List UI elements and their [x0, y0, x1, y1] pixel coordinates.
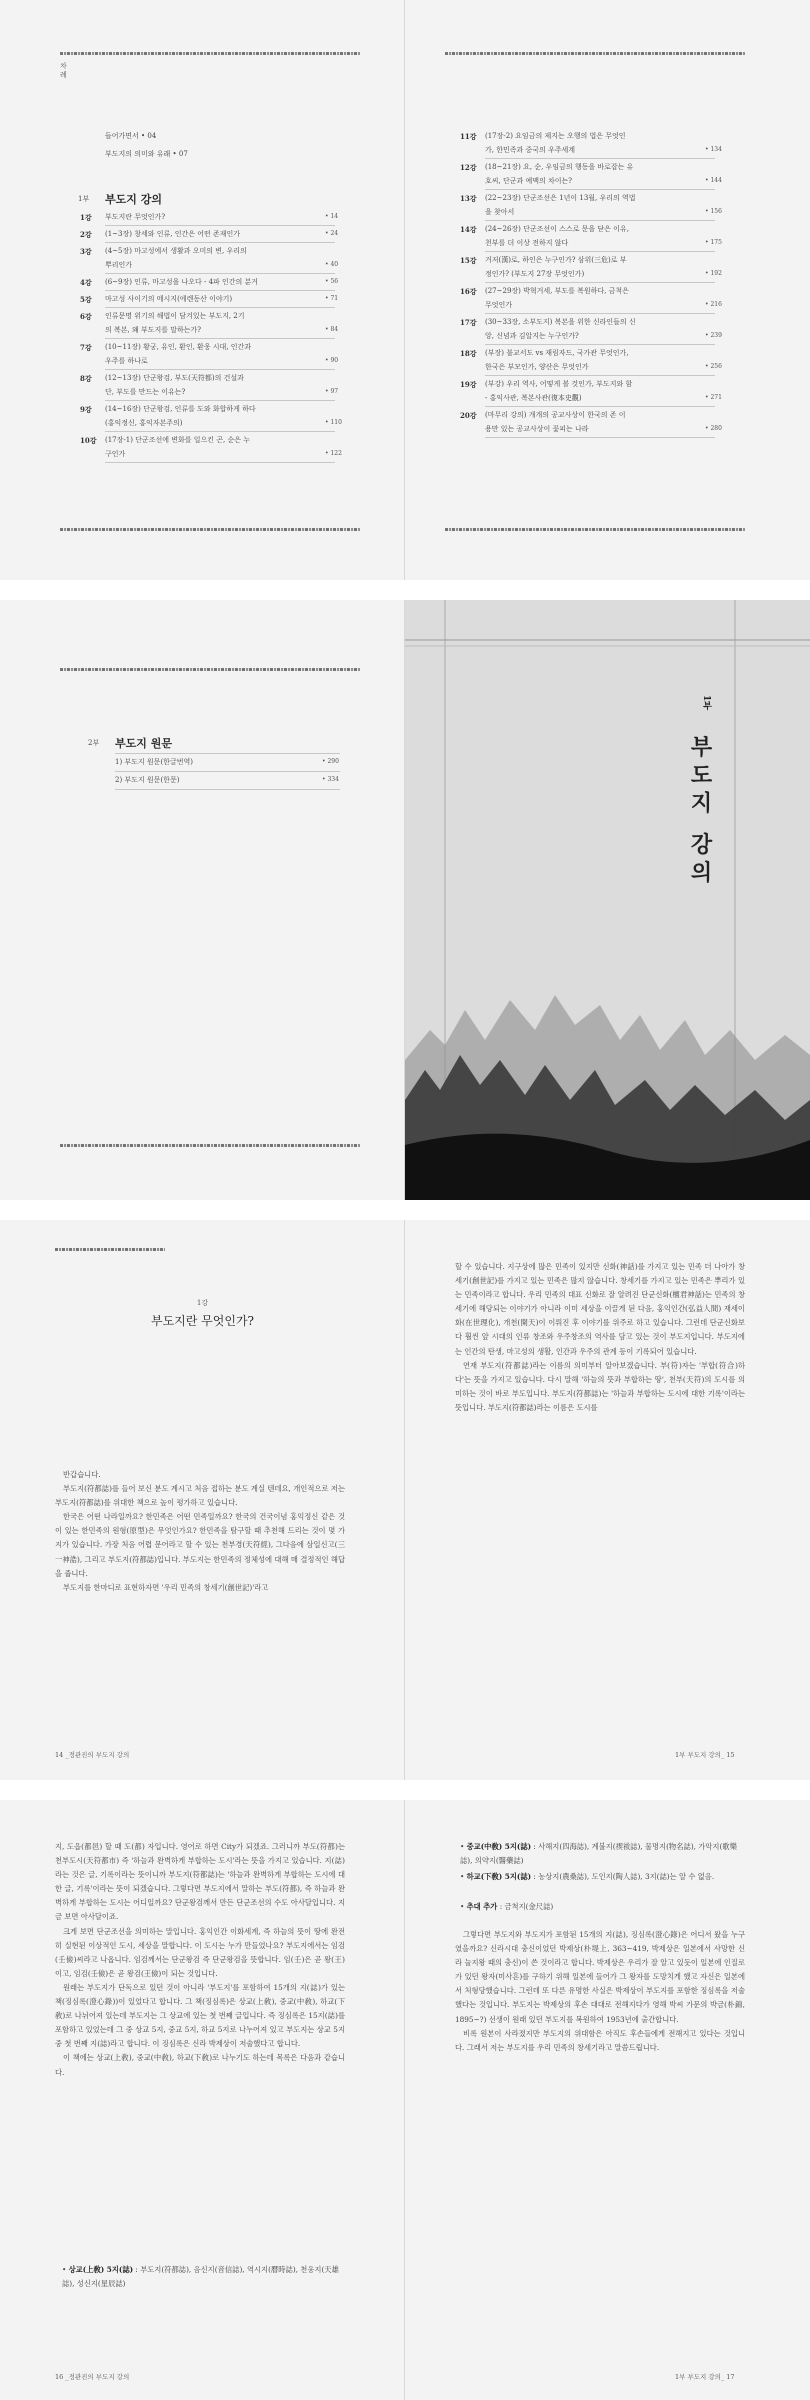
chapter1-right-page [405, 1220, 810, 1780]
divider [115, 789, 340, 790]
toc-front-item[interactable]: 들어가면서 • 04 [105, 132, 157, 140]
toc-divider [485, 282, 715, 283]
toc-chapter-title[interactable]: 앙, 신념과 김알지는 누구인가? [485, 332, 579, 340]
part-number: 1부 [701, 695, 711, 711]
part-spread [0, 600, 810, 1200]
toc-chapter-number: 8강 [80, 374, 92, 383]
toc-chapter-number: 11강 [460, 132, 477, 141]
bottom-border [60, 528, 360, 531]
toc-chapter-title[interactable]: (4~5장) 마고성에서 생활과 오미의 변, 우리의 [105, 247, 247, 255]
toc-item[interactable]: 2) 부도지 원문(한문) [115, 776, 180, 784]
toc-chapter-title[interactable]: (10~11장) 황궁, 유인, 환인, 환웅 시대, 인간과 [105, 343, 252, 351]
toc-chapter-title[interactable]: 무엇인가 [485, 301, 513, 309]
toc-divider [105, 273, 335, 274]
toc-divider [105, 242, 335, 243]
toc-chapter-title[interactable]: 정인가? (부도지 27장 무엇인가) [485, 270, 585, 278]
toc-divider [485, 437, 715, 438]
top-border [445, 52, 745, 55]
toc-chapter-number: 18강 [460, 349, 477, 358]
chapter1-page-17 [405, 1800, 810, 2400]
toc-chapter-title[interactable]: (22~23장) 단군조선은 1년이 13월, 우리의 역법 [485, 194, 636, 202]
list-item: • 중교(中敎) 5지(誌) : 사해지(四海誌), 계불지(禊祓誌), 물명지(物名誌), 가악지(歌樂誌), 의약지(醫藥誌) [460, 1842, 737, 1866]
toc-chapter-title[interactable]: 단, 부도를 만드는 이유는? [105, 388, 186, 396]
body-text: 할 수 있습니다. 지구상에 많은 민족이 있지만 신화(神話)를 가지고 있는 민족 더 나아가 창세기(創世記)를 가지고 있는 민족은 많지 않습니다. 창세기를 가지고 있는 민족은 뿌리가 있는 민족이라고 합니다. 우리 민족의 대표 신화로 잘 알려진 단군신화(檀君神話)는 민족의 창세기에 해당되는 이야기가 아니라 이미 세상을 이끌게 된 다음, 홍익인간(弘益人間) 재세이화(在世理化), 개천(開天)이 이뤄진 후 이야기를 위주로 하고 있습니다. 그런데 단군신화보다 훨씬 앞 시대의 인류 창조와 우주창조의 역사를 담고 있는 것이 부도지입니다. 부도지에는 인간의 탄생, 마고성의 생활, 인간과 우주의 관계 등이 기록되어 있습니다. 연재 부도지(符都誌)라는 이름의 의미부터 알아보겠습니다. 부(符)자는 '부합(符合)하다'는 뜻을 가지고 있습니다. 다시 말해 '하늘의 뜻과 부합하는 땅', 천부(天符)의 도시를 의미하는 것이 바로 부도입니다. 부도지(符都誌)는 '하늘과 부합하는 도시에 대한 기록'이라는 뜻입니다. 부도지(符都誌)라는 이름은 도시를 [455, 1262, 745, 1412]
toc-chapter-title[interactable]: (17장-2) 요임금의 제지는 오행의 법은 무엇인 [485, 132, 626, 140]
toc-page-number: • 280 [705, 425, 722, 432]
toc-chapter-title[interactable]: (18~21장) 요, 순, 우임금의 행동을 바로잡는 유 [485, 163, 634, 171]
toc-page-number: • 290 [322, 758, 339, 765]
toc-chapter-title[interactable]: (1~3장) 창세와 인류, 인간은 어떤 존재인가 [105, 230, 241, 238]
toc-divider [105, 400, 335, 401]
toc-divider [105, 431, 335, 432]
toc-page-number: • 239 [705, 332, 722, 339]
divider [115, 771, 340, 772]
toc-chapter-title[interactable]: 구인가 [105, 450, 126, 458]
toc-chapter-title[interactable]: 우주를 하나로 [105, 357, 148, 365]
chapter1-spread-2 [0, 1800, 810, 2400]
list-item: • 하교(下敎) 5지(誌) : 농상지(農桑誌), 도인지(陶人誌), 3지(誌)는 알 수 없음. [460, 1872, 715, 1881]
toc-chapter-number: 9강 [80, 405, 92, 414]
toc-header: 차 례 [60, 62, 67, 79]
toc-chapter-number: 14강 [460, 225, 477, 234]
part-number: 2부 [88, 739, 100, 747]
chapter1-page-16 [0, 1800, 405, 2400]
toc-page-number: • 122 [325, 450, 342, 457]
toc-chapter-number: 1강 [80, 213, 92, 222]
toc-divider [485, 344, 715, 345]
toc-page-number: • 216 [705, 301, 722, 308]
toc-chapter-number: 10강 [80, 436, 97, 445]
toc-chapter-title[interactable]: 인류문명 위기의 해법이 담겨있는 부도지, 2기 [105, 312, 245, 320]
part2-toc-page [0, 600, 405, 1200]
toc-page-number: • 97 [325, 388, 339, 395]
page-footer: 14 _정관진의 부도지 강의 [55, 1751, 130, 1759]
body-text: 지, 도읍(都邑) 할 때 도(都) 자입니다. 영어로 하면 City가 되겠죠. 그러니까 부도(符都)는 천부도시(天符都市) 즉 '하늘과 완벽하게 부합하는 도시'라는 뜻을 가지고 있습니다. 지(誌)라는 것은 글, 기록이라는 뜻이니까 부도지(符都誌)는 '하늘과 완벽하게 부합하는 도시에 대한 글, 기록'이라는 뜻이 되겠습니다. 그렇다면 부도지에서 말하는 부도(符都), 즉 하늘과 완벽하게 부합하는 도시는 어디일까요? 단군왕검께서 만든 단군조선의 수도 아사달입니다. 지금 보면 아사달이죠. 크게 보면 단군조선을 의미하는 말입니다. 홍익인간 이화세계, 즉 하늘의 뜻이 땅에 완전히 실현된 이상적인 도시, 세상을 말합니다. 이 도시는 누가 만들었나요? 부도지에서는 임검(壬儉)씨라고 나옵니다. 임검께서는 단군왕검 즉 단군왕검을 뜻합니다. 임(壬)은 곧 왕(王)이고, 임검(壬儉)은 곧 왕검(王儉)이 되는 것입니다. 원래는 부도지가 단독으로 있던 것이 아니라 '부도지'를 포함하여 15개의 지(誌)가 있는 책(징심록(澄心錄))이 있었다고 합니다. 그 책(징심록)은 상교(上敎), 중교(中敎), 하교(下敎)로 나뉘어져 있는데 부도지는 그 상교에 있는 첫 번째 글입니다. 즉 징심록은 15지(誌)를 포함하고 있었는데 그 중 상교 5지, 중교 5지, 하교 5지로 나누어져 있고 부도지는 상교 5지 중 첫 번째 지(誌)라고 합니다. 이 징심록은 신라 박제상이 저술했다고 합니다. 이 책에는 상교(上敎), 중교(中敎), 하교(下敎)로 나누기도 하는데 목록은 다음과 같습니다. [55, 1842, 345, 2077]
bottom-border [445, 528, 745, 531]
toc-divider [105, 462, 335, 463]
toc-chapter-number: 5강 [80, 295, 92, 304]
toc-chapter-number: 20강 [460, 411, 477, 420]
toc-chapter-number: 7강 [80, 343, 92, 352]
toc-chapter-title[interactable]: 호씨, 단군과 예맥의 차이는? [485, 177, 573, 185]
toc-chapter-title[interactable]: 거저(漢)로, 하인은 누구인가? 삼위(三危)로 부 [485, 256, 627, 264]
toc-chapter-title[interactable]: 한국은 부모인가, 양산은 무엇인가 [485, 363, 589, 371]
toc-chapter-title[interactable]: 을 찾아서 [485, 208, 515, 216]
toc-chapter-number: 2강 [80, 230, 92, 239]
toc-page-number: • 192 [705, 270, 722, 277]
toc-chapter-number: 6강 [80, 312, 92, 321]
divider [115, 753, 340, 754]
toc-page-number: • 71 [325, 295, 339, 302]
toc-page-number: • 271 [705, 394, 722, 401]
toc-page-number: • 134 [705, 146, 722, 153]
toc-chapter-title[interactable]: (6~9장) 인류, 마고성을 나오다 - 4파 인간의 분거 [105, 278, 259, 286]
toc-chapter-number: 4강 [80, 278, 92, 287]
toc-chapter-title[interactable]: (24~26장) 단군조선이 스스로 문을 닫은 이유, [485, 225, 629, 233]
toc-chapter-title[interactable]: 천부를 더 이상 전하지 않다 [485, 239, 569, 247]
toc-chapter-number: 13강 [460, 194, 477, 203]
chapter-number: 1강 [196, 1299, 209, 1307]
toc-divider [485, 189, 715, 190]
toc-left-page [0, 0, 405, 580]
chapter-title: 부도지란 무엇인가? [151, 1314, 254, 1328]
page-footer: 1부 부도지 강의_ 17 [675, 2373, 735, 2381]
toc-page-number: • 14 [325, 213, 339, 220]
toc-divider [105, 338, 335, 339]
toc-chapter-number: 19강 [460, 380, 477, 389]
toc-chapter-title[interactable]: - 홍익사관, 복본사관(復本史觀) [485, 394, 582, 402]
page-footer: 1부 부도지 강의_ 15 [675, 1751, 735, 1759]
toc-divider [105, 307, 335, 308]
body-text: 반갑습니다. 부도지(符都誌)를 들어 보신 분도 계시고 처음 접하는 분도 계실 텐데요, 개인적으로 저는 부도지(符都誌)를 위대한 책으로 높이 평가하고 있습니다. 한국은 어떤 나라일까요? 한민족은 어떤 민족일까요? 한국의 건국이념 홍익정신 같은 것이 있는 한민족의 원형(原型)은 무엇인가요? 한민족을 탐구할 때 추천해 드리는 것이 몇 가지가 있습니다. 가장 처음 어렵 문어라고 할 수 있는 천부경(天符經), 그다음에 삼일신고(三一神誥), 그리고 부도지(符都誌)입니다. 부도지는 한민족의 정체성에 대해 매 결정적인 해답을 줍니다. 부도지를 한마디로 표현하자면 '우리 민족의 창세기(創世記)'라고 [55, 1470, 345, 1592]
toc-page-number: • 40 [325, 261, 339, 268]
toc-chapter-title[interactable]: 마고성 사이기의 메시지(에렌동산 이야기) [105, 295, 233, 303]
toc-chapter-number: 17강 [460, 318, 477, 327]
toc-page-number: • 90 [325, 357, 339, 364]
toc-chapter-title[interactable]: (부장) 불교서도 vs 재림자드, 국가관 무엇인가, [485, 349, 629, 357]
toc-page-number: • 110 [325, 419, 342, 426]
toc-spread [0, 0, 810, 580]
toc-chapter-number: 15강 [460, 256, 477, 265]
toc-page-number: • 84 [325, 326, 339, 333]
toc-page-number: • 256 [705, 363, 722, 370]
toc-divider [485, 220, 715, 221]
page-footer: 16 _정관진의 부도지 강의 [55, 2373, 130, 2381]
toc-divider [485, 375, 715, 376]
part-title: 부도지 강의 [687, 735, 713, 889]
toc-chapter-title[interactable]: (14~16장) 단군왕검, 인류를 도와 화합하게 하다 [105, 405, 256, 413]
toc-chapter-number: 16강 [460, 287, 477, 296]
part1-title-page [405, 600, 810, 1200]
toc-page-number: • 144 [705, 177, 722, 184]
toc-chapter-title[interactable]: 용만 있는 공교사상이 꽃피는 나라 [485, 425, 589, 433]
toc-divider [105, 290, 335, 291]
toc-chapter-title[interactable]: (홍익정신, 홍익자본주의) [105, 419, 183, 427]
toc-chapter-number: 3강 [80, 247, 92, 256]
toc-divider [485, 406, 715, 407]
bottom-border [60, 1144, 360, 1147]
toc-divider [485, 251, 715, 252]
part-title[interactable]: 부도지 원문 [115, 737, 172, 750]
toc-chapter-number: 12강 [460, 163, 477, 172]
part-title[interactable]: 부도지 강의 [105, 193, 162, 206]
chapter1-left-page [0, 1220, 405, 1780]
toc-chapter-title[interactable]: (30~33장, 소부도지) 복본을 위한 신라인들의 신 [485, 318, 636, 326]
part-cover-art [405, 600, 810, 1200]
top-border [60, 668, 360, 671]
toc-divider [485, 313, 715, 314]
toc-page-number: • 156 [705, 208, 722, 215]
toc-front-item[interactable]: 부도지의 의미와 유래 • 07 [105, 150, 188, 158]
toc-right-page [405, 0, 810, 580]
chapter1-spread [0, 1220, 810, 1780]
toc-chapter-title[interactable]: (부강) 우리 역사, 어떻게 볼 것인가, 부도지와 함 [485, 380, 633, 388]
toc-chapter-title[interactable]: (27~29장) 박혁거세, 부도를 복원하다, 금척은 [485, 287, 629, 295]
toc-chapter-title[interactable]: 부도지란 무엇인가? [105, 213, 166, 221]
toc-chapter-title[interactable]: (12~13장) 단군왕검, 부도(天符都)의 건설과 [105, 374, 244, 382]
toc-divider [485, 158, 715, 159]
toc-divider [105, 225, 335, 226]
toc-chapter-title[interactable]: (17장-1) 단군조선에 변화를 일으킨 곤, 순은 누 [105, 436, 250, 444]
toc-page-number: • 334 [322, 776, 339, 783]
list-item: • 상교(上敎) 5지(誌) : 부도지(符都誌), 음신지(音信誌), 역시지(曆時誌), 천웅지(天雄誌), 성신지(星辰誌) [62, 2265, 339, 2289]
toc-page-number: • 24 [325, 230, 339, 237]
toc-chapter-title[interactable]: 의 복본, 왜 부도지를 말하는가? [105, 326, 202, 334]
toc-divider [105, 369, 335, 370]
toc-chapter-title[interactable]: 뿌리인가 [105, 261, 133, 269]
toc-chapter-title[interactable]: 가, 한민족과 중국의 우주세계 [485, 146, 576, 154]
toc-page-number: • 175 [705, 239, 722, 246]
chapter-top-rule [55, 1248, 165, 1251]
toc-page-number: • 56 [325, 278, 339, 285]
toc-chapter-title[interactable]: (마무리 강의) 개개의 공교사상이 한국의 존 이 [485, 411, 626, 419]
top-border [60, 52, 360, 55]
body-text: 그렇다면 부도지와 부도지가 포함된 15개의 지(誌), 징심록(澄心錄)은 어디서 왔을 누구였을까요? 신라시대 충신이었던 박제상(朴堤上, 363~419, 박제상은 일본에서 사망한 신라 눌지왕 때의 충신)이 쓴 것이라고 합니다. 박제상은 우리가 잘 알고 있듯이 일본에 인질로 가 있던 왕자(미사흔)를 구하기 위해 일본에 들어가 그 왕자를 도망치게 했고 자신은 일본에서 처형당했습니다. 그런데 또 다른 유명한 사실은 박제상이 부도지를 포함한 징심록을 저술했다는 것입니다. 부도지는 박제상의 후손 대대로 전해지다가 영해 박씨 가문의 박금(朴錦, 1895~?) 선생이 원래 있던 부도지를 복원하여 1953년에 출간합니다. 비록 원본이 사라졌지만 부도지의 위대함은 아직도 후손들에게 전해지고 있다는 것입니다. 그래서 저는 부도지를 우리 민족의 창세기라고 말씀드립니다. [455, 1930, 745, 2052]
toc-item[interactable]: 1) 부도지 원문(한글번역) [115, 758, 193, 766]
list-item: • 추대 추가 : 금척지(金尺誌) [460, 1902, 554, 1911]
part-number: 1부 [78, 195, 90, 203]
